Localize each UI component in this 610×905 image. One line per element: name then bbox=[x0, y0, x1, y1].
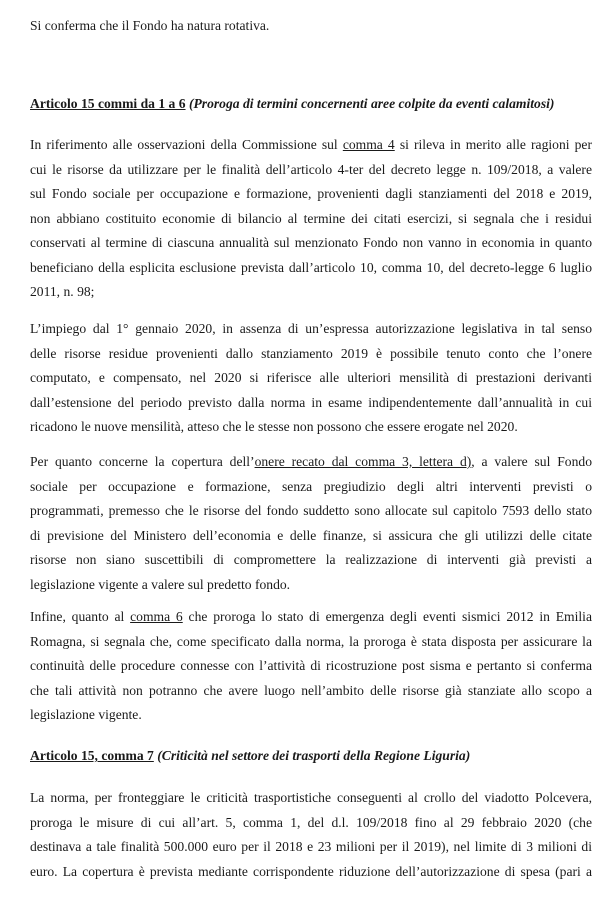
paragraph-impiego-2020 bbox=[30, 317, 592, 440]
text-line: non abbiano costituito economie di bilancio al termine dei citati esercizi, si segnala che i residui bbox=[30, 210, 592, 226]
text-line: beneficiano della esplicita esclusione prevista dall’articolo 10, comma 10, del decreto-legge 6 luglio bbox=[30, 259, 592, 275]
text-line: continuità delle procedure connesse con l’attività di ricostruzione post sisma e pertanto si conferma bbox=[30, 658, 592, 673]
intro-text: Si conferma che il Fondo ha natura rotativa. bbox=[30, 18, 270, 33]
text-run: Infine, quanto al bbox=[30, 609, 131, 624]
text-line: 2011, n. 98; bbox=[30, 284, 95, 299]
text-run: si rileva in merito alle ragioni per bbox=[394, 137, 592, 152]
text-run: , a valere sul Fondo bbox=[471, 454, 592, 469]
text-line: sul Fondo sociale per occupazione e formazione, provenienti dagli stanziamenti del 2018 e 2019, bbox=[30, 186, 592, 201]
text-line: cui le risorse da utilizzare per le finalità dell’articolo 4-ter del decreto legge n. 109/2018, a valere bbox=[30, 161, 592, 177]
section-subtitle: (Proroga di termini concernenti aree colpite da eventi calamitosi) bbox=[188, 96, 555, 111]
paragraph-comma-6 bbox=[30, 605, 592, 728]
text-line: risorse non siano suscettibili di compromettere la realizzazione di interventi già previsti a bbox=[30, 552, 592, 567]
section-heading-art15-1-6 bbox=[30, 92, 592, 117]
text-line: euro. La copertura è prevista mediante corrispondente riduzione dell’autorizzazione di spesa (pari a bbox=[30, 863, 592, 879]
text-line: legislazione vigente. bbox=[30, 707, 142, 722]
text-line: computato, e compensato, nel 2020 si riferisce alle ulteriori mensilità di prestazioni derivanti bbox=[30, 370, 592, 385]
text-line: Romagna, si segnala che, come specificato dalla norma, la proroga è stata disposta per assicurare la bbox=[30, 633, 592, 649]
comma-reference: comma 6 bbox=[130, 609, 183, 624]
text-line: che tali attività non potranno che avere luogo nell’ambito delle risorse già stanziate allo scopo a bbox=[30, 682, 592, 698]
intro-paragraph bbox=[30, 14, 592, 39]
paragraph-comma-7 bbox=[30, 786, 592, 884]
section-title: Articolo 15, comma 7 bbox=[30, 748, 154, 763]
section-heading-art15-7 bbox=[30, 744, 592, 769]
text-line: proroga le misure di cui all’art. 5, comma 1, del d.l. 109/2018 fino al 29 febbraio 2020 (che bbox=[30, 814, 592, 830]
text-line: di previsione del Ministero dell’economia e delle finanze, si assicura che gli utilizzi delle citate bbox=[30, 527, 592, 543]
paragraph-comma-4 bbox=[30, 133, 592, 305]
section-title: Articolo 15 commi da 1 a 6 bbox=[30, 96, 186, 111]
text-line: destinava a tale finalità 500.000 euro per il 2018 e 23 milioni per il 2019), nel limite di 3 milioni di bbox=[30, 839, 592, 854]
text-run: Per quanto concerne la copertura dell’ bbox=[30, 454, 255, 469]
text-run: che proroga lo stato di emergenza degli eventi sismici 2012 in Emilia bbox=[182, 609, 592, 624]
paragraph-comma-3 bbox=[30, 450, 592, 597]
text-line: programmati, premesso che le risorse del fondo suddetto sono allocate sul capitolo 7593 dello stato bbox=[30, 503, 592, 518]
section-subtitle: (Criticità nel settore dei trasporti della Regione Liguria) bbox=[153, 748, 471, 763]
text-line: La norma, per fronteggiare le criticità trasportistiche conseguenti al crollo del viadotto Polcevera, bbox=[30, 790, 592, 805]
text-line: L’impiego dal 1° gennaio 2020, in assenza di un’espressa autorizzazione legislativa in tal senso bbox=[30, 321, 592, 336]
text-line: sociale per occupazione e formazione, senza pregiudizio degli altri interventi previsti o bbox=[30, 478, 592, 494]
text-line: conservati al termine di ciascuna annualità sul menzionato Fondo non vanno in economia in quanto bbox=[30, 235, 592, 250]
text-run: In riferimento alle osservazioni della Commissione sul bbox=[30, 137, 343, 152]
comma-reference: comma 4 bbox=[342, 137, 395, 152]
text-line: dall’estensione del periodo previsto dalla norma in esame indipendentemente dall’annualità in cui bbox=[30, 394, 592, 410]
comma-reference: onere recato dal comma 3, lettera d) bbox=[254, 454, 472, 469]
text-line: delle risorse residue provenienti dallo stanziamento 2019 è possibile tenuto conto che l’onere bbox=[30, 345, 592, 361]
text-line: legislazione vigente a valere sul predetto fondo. bbox=[30, 576, 291, 592]
text-line: ricadono le nuove mensilità, atteso che le stesse non possono che essere erogate nel 2020. bbox=[30, 419, 518, 434]
